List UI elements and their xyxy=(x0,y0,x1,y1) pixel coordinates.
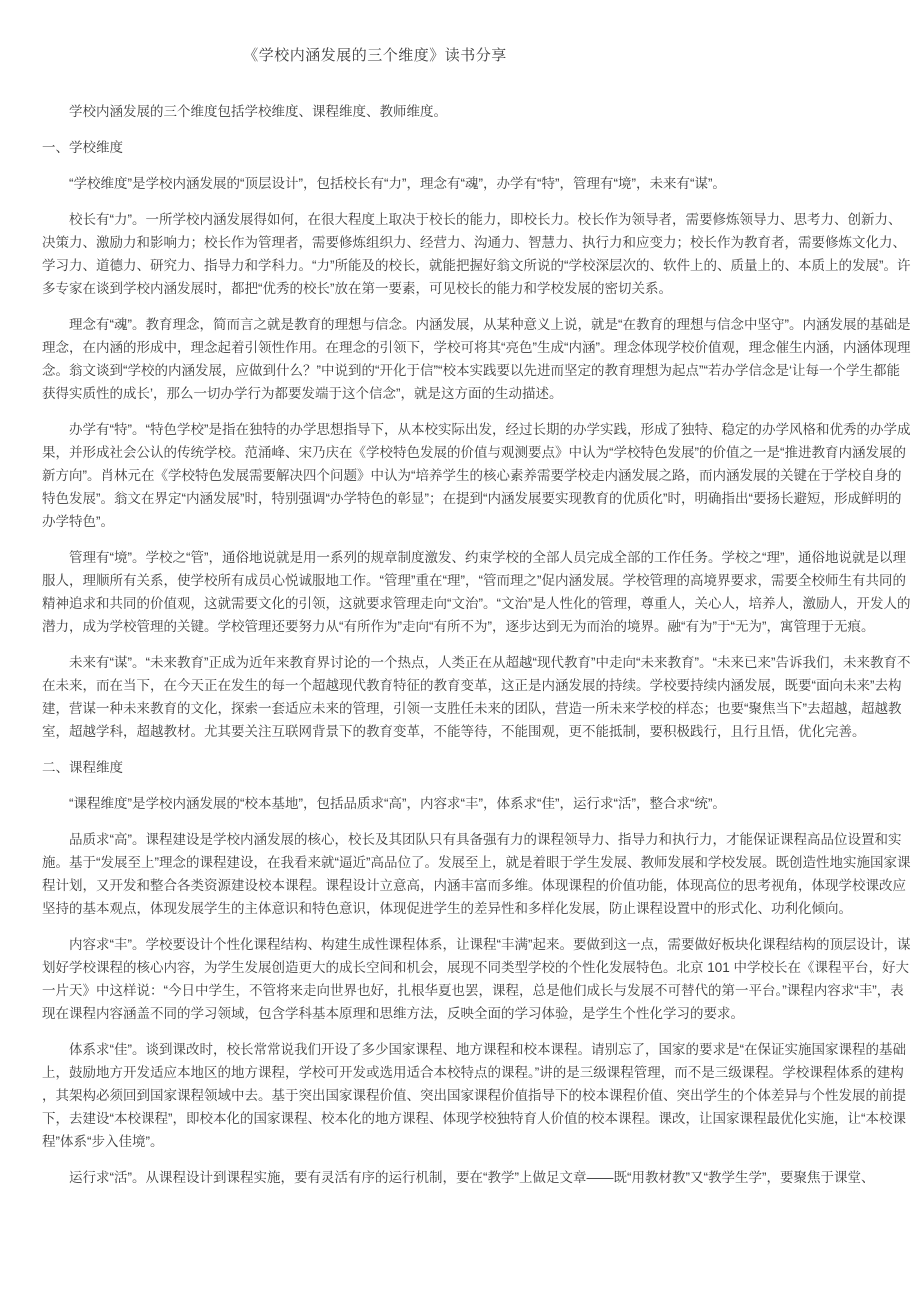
section-1-paragraph-4: 办学有“特”。“特色学校”是指在独特的办学思想指导下，从本校实际出发，经过长期的办学实践，形成了独特、稳定的办学风格和优秀的办学成果，并形成社会公认的传统学校。范涌峰、宋乃庆在《学校特色发展的价值与观测要点》中认为“学校特色发展”的价值之一是“推进教育内涵发展的新方向”。肖林元在《学校特色发展需要解决四个问题》中认为“培养学生的核心素养需要学校走内涵发展之路，而内涵发展的关键在于学校自身的特色发展”。翁文在界定“内涵发展”时，特别强调“办学特色的彰显”；在提到“内涵发展要实现教育的优质化”时，明确指出“要扬长避短，形成鲜明的办学特色”。 xyxy=(42,422,911,529)
intro-paragraph: 学校内涵发展的三个维度包括学校维度、课程维度、教师维度。 xyxy=(69,104,447,119)
section-2-heading: 二、课程维度 xyxy=(42,760,123,775)
section-1-paragraph-3: 理念有“魂”。教育理念，简而言之就是教育的理想与信念。内涵发展，从某种意义上说，就是“在教育的理想与信念中坚守”。内涵发展的基础是理念，在内涵的形成中，理念起着引领性作用。在理念的引领下，学校可将其“亮色”生成“内涵”。理念体现学校价值观，理念催生内涵，内涵体现理念。翁文谈到“学校的内涵发展，应做到什么？”中说到的“开化于信”“校本实践要以先进而坚定的教育理想为起点”“若办学信念是‘让每一个学生都能获得实质性的成长’，那么一切办学行为都要发端于这个信念”，就是这方面的生动描述。 xyxy=(42,317,911,401)
section-2-paragraph-1: “课程维度”是学校内涵发展的“校本基地”，包括品质求“高”，内容求“丰”，体系求“佳”，运行求“活”，整合求“统”。 xyxy=(69,796,726,811)
section-2-paragraph-4: 体系求“佳”。谈到课改时，校长常常说我们开设了多少国家课程、地方课程和校本课程。请别忘了，国家的要求是“在保证实施国家课程的基础上，鼓励地方开发适应本地区的地方课程，学校可开发或选用适合本校特点的课程。”讲的是三级课程管理，而不是三级课程。学校课程体系的建构，其架构必须回到国家课程领域中去。基于突出国家课程价值、突出国家课程价值指导下的校本课程价值、突出学生的个体差异与个性发展的前提下，去建设“本校课程”，即校本化的国家课程、校本化的地方课程、体现学校独特育人价值的校本课程。课改，让国家课程最优化实施，让“本校课程”体系“步入佳境”。 xyxy=(42,1042,906,1149)
section-2-paragraph-3: 内容求“丰”。学校要设计个性化课程结构、构建生成性课程体系，让课程“丰满”起来。要做到这一点，需要做好板块化课程结构的顶层设计，谋划好学校课程的核心内容，为学生发展创造更大的成长空间和机会，展现不同类型学校的个性化发展特色。北京 101 中学校长在《课程平台，好大一片天》中这样说：“今日中学生，不管将来走向世界也好，扎根华夏也罢，课程，总是他们成长与发展不可替代的第一平台。”课程内容求“丰”，表现在课程内容涵盖不同的学习领域，包含学科基本原理和思维方法，反映全面的学习体验，是学生个性化学习的要求。 xyxy=(42,937,911,1021)
section-2-paragraph-2: 品质求“高”。课程建设是学校内涵发展的核心，校长及其团队只有具备强有力的课程领导力、指导力和执行力，才能保证课程高品位设置和实施。基于“发展至上”理念的课程建设，在我看来就“逼近”高品位了。发展至上，就是着眼于学生发展、教师发展和学校发展。既创造性地实施国家课程计划，又开发和整合各类资源建设校本课程。课程设计立意高，内涵丰富而多维。体现课程的价值功能，体现高位的思考视角，体现学校课改应坚持的基本观点，体现发展学生的主体意识和特色意识，体现促进学生的差异性和多样化发展，防止课程设置中的形式化、功利化倾向。 xyxy=(42,832,911,916)
section-1-paragraph-5: 管理有“境”。学校之“管”，通俗地说就是用一系列的规章制度激发、约束学校的全部人员完成全部的工作任务。学校之“理”，通俗地说就是以理服人，理顺所有关系，使学校所有成员心悦诚服地工作。“管理”重在“理”，“管而理之”促内涵发展。学校管理的高境界要求，需要全校师生有共同的精神追求和共同的价值观，这就需要文化的引领，这就要求管理走向“文治”。“文治”是人性化的管理，尊重人，关心人，培养人，激励人，开发人的潜力，成为学校管理的关键。学校管理还要努力从“有所作为”走向“有所不为”，逐步达到无为而治的境界。融“有为”于“无为”，寓管理于无痕。 xyxy=(42,550,911,634)
document-title: 《学校内涵发展的三个维度》读书分享 xyxy=(243,47,507,64)
section-1-heading: 一、学校维度 xyxy=(42,140,123,155)
section-2-paragraph-5: 运行求“活”。从课程设计到课程实施，要有灵活有序的运行机制，要在“教学”上做足文章——既“用教材教”又“教学生学”，要聚焦于课堂、 xyxy=(69,1170,875,1185)
section-1-paragraph-6: 未来有“谋”。“未来教育”正成为近年来教育界讨论的一个热点，人类正在从超越“现代教育”中走向“未来教育”。“未来已来”告诉我们，未来教育不在未来，而在当下，在今天正在发生的每一个超越现代教育特征的教育变革，这正是内涵发展的持续。学校要持续内涵发展，既要“面向未来”去构建，营谋一种未来教育的文化，探索一套适应未来的管理，引领一支胜任未来的团队，营造一所未来学校的样态；也要“聚焦当下”去超越，超越教室，超越学科，超越教材。尤其要关注互联网背景下的教育变革，不能等待，不能围观，更不能抵制，要积极践行，且行且悟，优化完善。 xyxy=(42,655,911,739)
section-1-paragraph-1: “学校维度”是学校内涵发展的“顶层设计”，包括校长有“力”，理念有“魂”，办学有“特”，管理有“境”，未来有“谋”。 xyxy=(69,176,726,191)
section-1-paragraph-2: 校长有“力”。一所学校内涵发展得如何，在很大程度上取决于校长的能力，即校长力。校长作为领导者，需要修炼领导力、思考力、创新力、决策力、激励力和影响力；校长作为管理者，需要修炼组织力、经营力、沟通力、智慧力、执行力和应变力；校长作为教育者，需要修炼文化力、学习力、道德力、研究力、指导力和学科力。“力”所能及的校长，就能把握好翁文所说的“学校深层次的、软件上的、质量上的、本质上的发展”。许多专家在谈到学校内涵发展时，都把“优秀的校长”放在第一要素，可见校长的能力和学校发展的密切关系。 xyxy=(42,212,911,296)
